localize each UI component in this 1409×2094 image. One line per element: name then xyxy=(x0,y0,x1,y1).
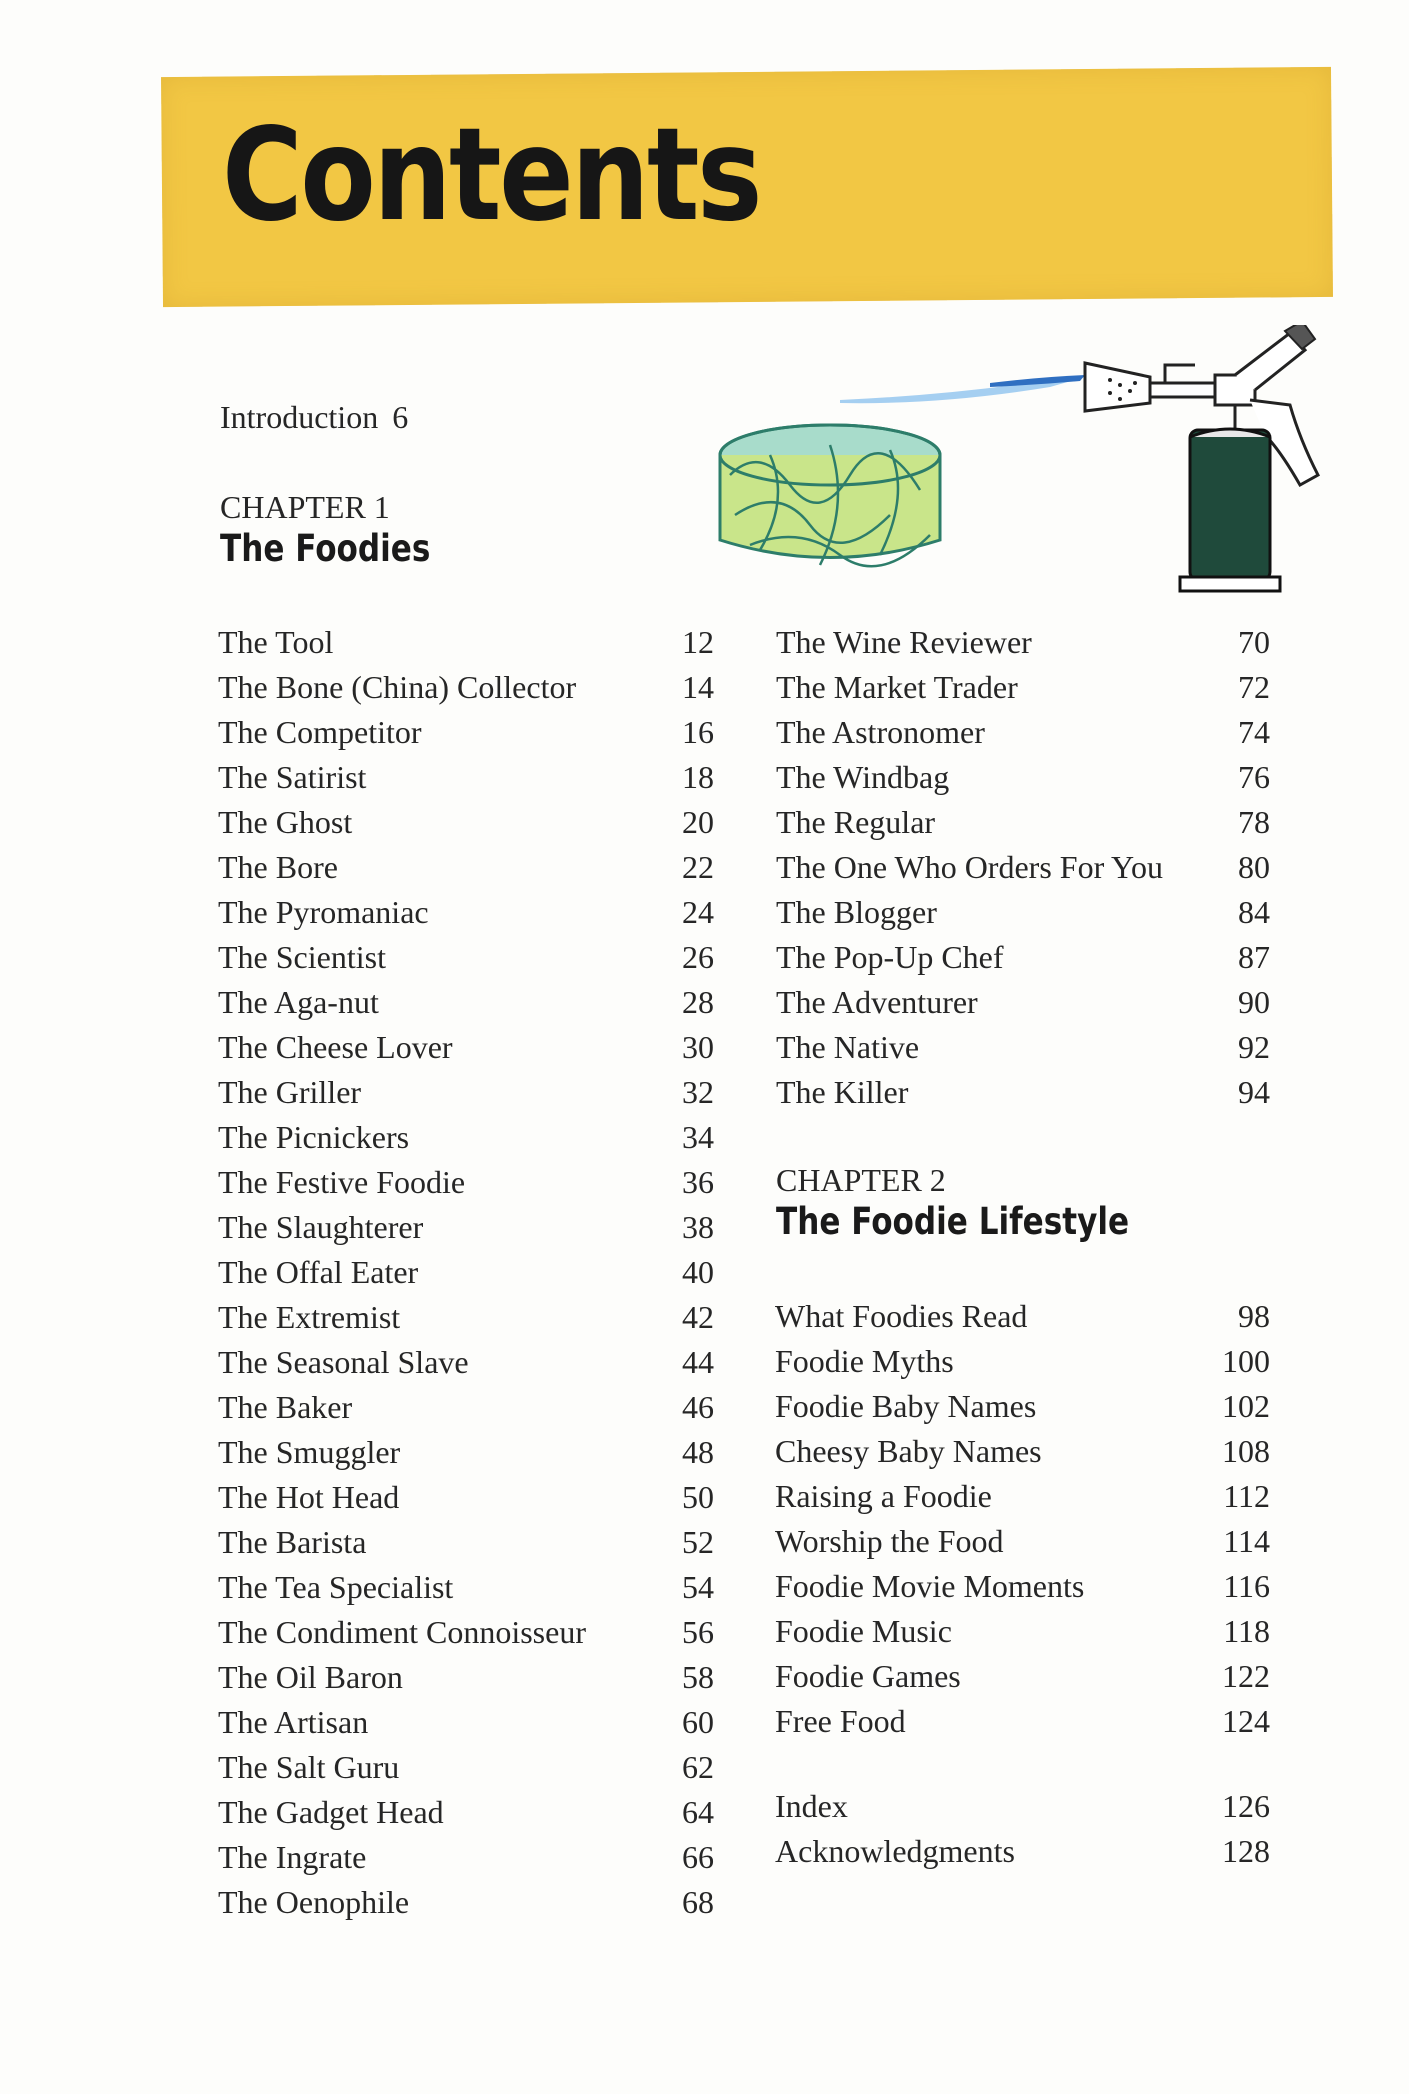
toc-entry-title: The Condiment Connoisseur xyxy=(218,1614,586,1650)
toc-entry[interactable] xyxy=(218,665,714,710)
toc-entry-title: The Cheese Lover xyxy=(218,1029,453,1065)
toc-entry-page: 122 xyxy=(1222,1658,1270,1694)
toc-entry[interactable] xyxy=(775,1564,1270,1609)
toc-entry-page: 22 xyxy=(682,849,714,885)
intro-page: 6 xyxy=(392,399,409,435)
toc-entry-page: 72 xyxy=(1238,669,1270,705)
toc-entry-title: The Gadget Head xyxy=(218,1794,444,1830)
toc-entry-title: The Artisan xyxy=(218,1704,369,1740)
toc-entry[interactable] xyxy=(218,1160,714,1205)
toc-entry[interactable] xyxy=(776,755,1270,800)
toc-entry-title: The Extremist xyxy=(218,1299,401,1335)
toc-entry-title: Raising a Foodie xyxy=(775,1478,992,1514)
toc-entry-title: The Killer xyxy=(776,1074,909,1110)
toc-entry[interactable] xyxy=(218,1610,714,1655)
toc-entry[interactable] xyxy=(775,1339,1270,1384)
toc-entry-title: Acknowledgments xyxy=(775,1833,1015,1869)
toc-entry-page: 26 xyxy=(682,939,714,975)
toc-entry-page: 16 xyxy=(682,714,714,750)
toc-entry-title: The Slaughterer xyxy=(218,1209,424,1245)
toc-entry[interactable] xyxy=(218,845,714,890)
toc-entry-title: The Bore xyxy=(218,849,338,885)
toc-entry-title: The Salt Guru xyxy=(218,1749,400,1785)
toc-entry-page: 108 xyxy=(1222,1433,1270,1469)
toc-entry[interactable] xyxy=(218,1565,714,1610)
toc-entry-page: 28 xyxy=(682,984,714,1020)
toc-entry[interactable] xyxy=(218,1295,714,1340)
toc-entry-title: The Seasonal Slave xyxy=(218,1344,469,1380)
toc-entry-title: The Picnickers xyxy=(218,1119,410,1155)
toc-entry[interactable] xyxy=(218,710,714,755)
page-title: Contents xyxy=(222,101,760,250)
toc-entry-page: 126 xyxy=(1222,1788,1270,1824)
toc-entry[interactable] xyxy=(218,1385,714,1430)
intro-title: Introduction xyxy=(220,399,379,435)
toc-entry-page: 58 xyxy=(682,1659,714,1695)
toc-entry[interactable] xyxy=(218,935,714,980)
blowtorch-icon xyxy=(1085,325,1318,591)
flame-icon xyxy=(840,375,1085,403)
toc-entry[interactable] xyxy=(218,1520,714,1565)
toc-entry[interactable] xyxy=(218,1745,714,1790)
toc-entry-page: 114 xyxy=(1223,1523,1270,1559)
toc-entry-page: 32 xyxy=(682,1074,714,1110)
toc-entry-title: The Astronomer xyxy=(776,714,985,750)
toc-entry[interactable] xyxy=(218,620,714,665)
toc-entry[interactable] xyxy=(775,1829,1270,1874)
toc-entry-title: The Pyromaniac xyxy=(218,894,429,930)
toc-entry[interactable] xyxy=(775,1294,1270,1339)
toc-entry-title: The Wine Reviewer xyxy=(776,624,1032,660)
toc-entry-title: The Competitor xyxy=(218,714,422,750)
toc-entry[interactable] xyxy=(218,1070,714,1115)
toc-entry-page: 87 xyxy=(1238,939,1270,975)
toc-entry-title: The Bone (China) Collector xyxy=(218,669,577,705)
toc-entry[interactable] xyxy=(218,1880,714,1925)
chapter1-list-left xyxy=(218,620,714,1925)
toc-entry[interactable] xyxy=(218,1430,714,1475)
toc-entry-page: 60 xyxy=(682,1704,714,1740)
toc-entry[interactable] xyxy=(218,1340,714,1385)
toc-entry-title: The Barista xyxy=(218,1524,367,1560)
toc-entry-page: 80 xyxy=(1238,849,1270,885)
toc-entry-title: The Oenophile xyxy=(218,1884,410,1920)
back-matter-list xyxy=(775,1784,1270,1874)
toc-entry-title: The Scientist xyxy=(218,939,386,975)
toc-entry[interactable] xyxy=(775,1699,1270,1744)
toc-entry-title: The Market Trader xyxy=(776,669,1018,705)
toc-entry-page: 40 xyxy=(682,1254,714,1290)
toc-entry-page: 102 xyxy=(1222,1388,1270,1424)
toc-entry-title: The Windbag xyxy=(776,759,950,795)
toc-entry-page: 94 xyxy=(1238,1074,1270,1110)
toc-entry-title: Foodie Games xyxy=(775,1658,961,1694)
toc-entry-title: Foodie Movie Moments xyxy=(775,1568,1085,1604)
toc-entry-page: 64 xyxy=(682,1794,714,1830)
toc-entry-title: The Satirist xyxy=(218,759,367,795)
toc-entry-title: The Oil Baron xyxy=(218,1659,403,1695)
toc-entry-title: The Offal Eater xyxy=(218,1254,419,1290)
toc-entry-title: The Smuggler xyxy=(218,1434,401,1470)
toc-entry-title: Index xyxy=(775,1788,848,1824)
toc-entry[interactable] xyxy=(776,935,1270,980)
toc-entry-page: 128 xyxy=(1222,1833,1270,1869)
toc-entry-page: 34 xyxy=(682,1119,714,1155)
chapter2-list xyxy=(775,1294,1270,1744)
toc-entry[interactable] xyxy=(775,1429,1270,1474)
toc-entry[interactable] xyxy=(775,1519,1270,1564)
toc-entry[interactable] xyxy=(218,1250,714,1295)
toc-entry-page: 24 xyxy=(682,894,714,930)
chapter1-title: The Foodies xyxy=(220,527,431,570)
toc-entry-page: 20 xyxy=(682,804,714,840)
toc-entry[interactable] xyxy=(776,710,1270,755)
toc-entry-page: 44 xyxy=(682,1344,714,1380)
toc-entry[interactable] xyxy=(776,1070,1270,1115)
toc-entry[interactable] xyxy=(776,1025,1270,1070)
toc-entry-page: 62 xyxy=(682,1749,714,1785)
toc-entry-title: The Native xyxy=(776,1029,920,1065)
toc-entry[interactable] xyxy=(218,1655,714,1700)
toc-entry-page: 116 xyxy=(1223,1568,1270,1604)
toc-entry[interactable] xyxy=(218,980,714,1025)
toc-entry-page: 38 xyxy=(682,1209,714,1245)
toc-entry-title: The Baker xyxy=(218,1389,353,1425)
chapter2-title: The Foodie Lifestyle xyxy=(776,1200,1130,1243)
toc-entry-page: 52 xyxy=(682,1524,714,1560)
toc-entry[interactable] xyxy=(775,1609,1270,1654)
toc-entry-page: 68 xyxy=(682,1884,714,1920)
toc-entry-title: The Aga-nut xyxy=(218,984,379,1020)
toc-entry[interactable] xyxy=(775,1784,1270,1829)
toc-entry-title: The Adventurer xyxy=(776,984,978,1020)
toc-entry-title: Foodie Myths xyxy=(775,1343,954,1379)
toc-entry-page: 36 xyxy=(682,1164,714,1200)
toc-entry[interactable] xyxy=(775,1384,1270,1429)
toc-entry-title: The Festive Foodie xyxy=(218,1164,466,1200)
toc-entry[interactable] xyxy=(218,1205,714,1250)
toc-entry-title: The Ingrate xyxy=(218,1839,367,1875)
toc-entry-title: The Ghost xyxy=(218,804,353,840)
toc-entry[interactable] xyxy=(776,980,1270,1025)
toc-entry[interactable] xyxy=(218,1790,714,1835)
toc-entry-page: 124 xyxy=(1222,1703,1270,1739)
toc-entry-page: 98 xyxy=(1238,1298,1270,1334)
toc-entry[interactable] xyxy=(218,800,714,845)
toc-entry-page: 100 xyxy=(1222,1343,1270,1379)
toc-entry-page: 46 xyxy=(682,1389,714,1425)
chapter1-list-right xyxy=(776,620,1270,1115)
chapter2-label: CHAPTER 2 xyxy=(776,1162,946,1198)
toc-entry-title: The Blogger xyxy=(776,894,937,930)
toc-entry[interactable] xyxy=(218,755,714,800)
toc-entry-title: The Tea Specialist xyxy=(218,1569,454,1605)
toc-entry-page: 42 xyxy=(682,1299,714,1335)
toc-entry-page: 84 xyxy=(1238,894,1270,930)
toc-entry[interactable] xyxy=(218,1115,714,1160)
toc-entry-title: Worship the Food xyxy=(775,1523,1004,1559)
toc-entry-page: 30 xyxy=(682,1029,714,1065)
toc-entry[interactable] xyxy=(775,1474,1270,1519)
toc-entry[interactable] xyxy=(775,1654,1270,1699)
toc-entry-title: The One Who Orders For You xyxy=(776,849,1163,885)
toc-entry-page: 14 xyxy=(682,669,714,705)
toc-entry[interactable] xyxy=(776,890,1270,935)
chapter1-label: CHAPTER 1 xyxy=(220,489,390,525)
toc-entry-title: The Griller xyxy=(218,1074,362,1110)
cake-icon xyxy=(720,425,940,566)
toc-entry[interactable] xyxy=(218,1700,714,1745)
toc-entry-page: 18 xyxy=(682,759,714,795)
toc-entry-page: 12 xyxy=(682,624,714,660)
toc-entry[interactable] xyxy=(218,1025,714,1070)
toc-entry-page: 118 xyxy=(1223,1613,1270,1649)
toc-entry-title: The Pop-Up Chef xyxy=(776,939,1004,975)
toc-entry-page: 74 xyxy=(1238,714,1270,750)
toc-entry[interactable] xyxy=(218,1835,714,1880)
toc-entry-page: 48 xyxy=(682,1434,714,1470)
toc-entry-title: The Hot Head xyxy=(218,1479,400,1515)
toc-entry[interactable] xyxy=(776,845,1270,890)
toc-entry-page: 50 xyxy=(682,1479,714,1515)
blowtorch-cake-illustration xyxy=(690,325,1330,615)
toc-entry[interactable] xyxy=(776,665,1270,710)
toc-entry-page: 78 xyxy=(1238,804,1270,840)
toc-entry[interactable] xyxy=(218,890,714,935)
toc-entry-title: Cheesy Baby Names xyxy=(775,1433,1042,1469)
toc-entry-title: The Regular xyxy=(776,804,936,840)
intro-entry[interactable] xyxy=(220,395,408,440)
toc-entry[interactable] xyxy=(218,1475,714,1520)
toc-entry-title: The Tool xyxy=(218,624,334,660)
toc-entry-page: 66 xyxy=(682,1839,714,1875)
toc-entry-page: 70 xyxy=(1238,624,1270,660)
toc-entry-title: Foodie Baby Names xyxy=(775,1388,1037,1424)
toc-entry-page: 56 xyxy=(682,1614,714,1650)
toc-entry-title: Foodie Music xyxy=(775,1613,952,1649)
toc-entry-title: What Foodies Read xyxy=(775,1298,1028,1334)
toc-entry-page: 90 xyxy=(1238,984,1270,1020)
toc-entry[interactable] xyxy=(776,620,1270,665)
toc-entry-title: Free Food xyxy=(775,1703,906,1739)
toc-entry-page: 76 xyxy=(1238,759,1270,795)
toc-entry[interactable] xyxy=(776,800,1270,845)
toc-entry-page: 112 xyxy=(1223,1478,1270,1514)
toc-entry-page: 92 xyxy=(1238,1029,1270,1065)
toc-entry-page: 54 xyxy=(682,1569,714,1605)
